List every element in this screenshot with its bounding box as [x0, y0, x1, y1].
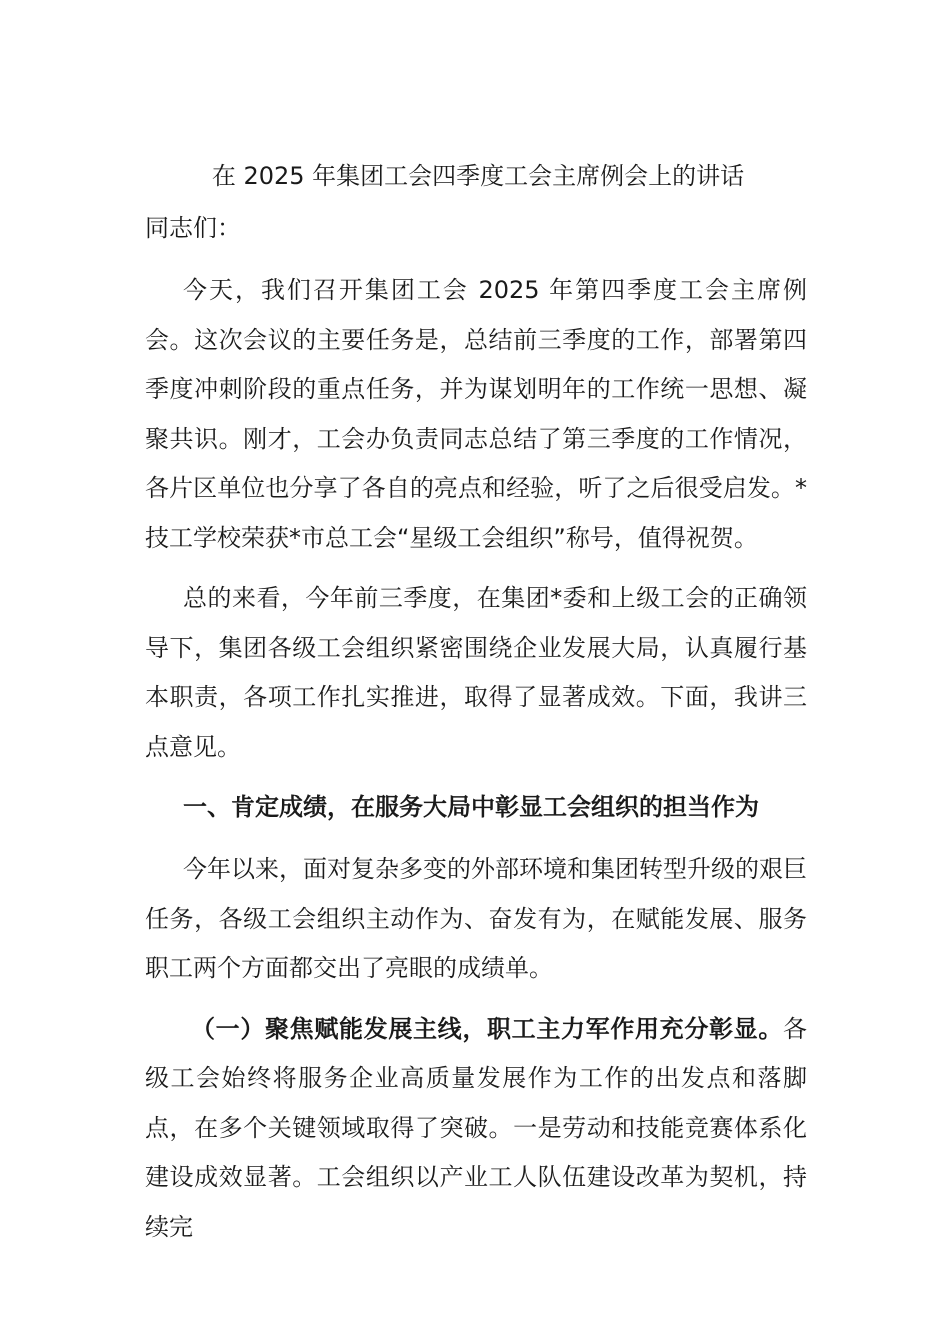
- salutation: 同志们：: [145, 214, 241, 242]
- paragraph-subsection-1: [145, 1005, 807, 1253]
- paragraph-opening: 今天，我们召开集团工会 2025 年第四季度工会主席例会。这次会议的主要任务是，总结前三季度的工作，部署第四季度冲刺阶段的重点任务，并为谋划明年的工作统一思想、凝聚共识。刚才，工会办负责同志总结了第三季度的工作情况，各片区单位也分享了各自的亮点和经验，听了之后很受启发。*技工学校荣获*市总工会“星级工会组织”称号，值得祝贺。: [145, 276, 807, 552]
- paragraph-section-1-intro: 今年以来，面对复杂多变的外部环境和集团转型升级的艰巨任务，各级工会组织主动作为、奋发有为，在赋能发展、服务职工两个方面都交出了亮眼的成绩单。: [145, 855, 807, 982]
- subsection-1-lead: （一）聚焦赋能发展主线，职工主力军作用充分彰显。: [191, 1014, 783, 1043]
- subsection-1-body: 各级工会始终将服务企业高质量发展作为工作的出发点和落脚点，在多个关键领域取得了突破。一是劳动和技能竞赛体系化建设成效显著。工会组织以产业工人队伍建设改革为契机，持续完: [145, 1014, 807, 1241]
- paragraph-summary: 总的来看，今年前三季度，在集团*委和上级工会的正确领导下，集团各级工会组织紧密围绕企业发展大局，认真履行基本职责，各项工作扎实推进，取得了显著成效。下面，我讲三点意见。: [145, 584, 807, 761]
- section-heading-1: 一、肯定成绩，在服务大局中彰显工会组织的担当作为: [183, 793, 759, 821]
- document-body: [145, 152, 807, 1263]
- document-title: 在 2025 年集团工会四季度工会主席例会上的讲话: [211, 162, 745, 190]
